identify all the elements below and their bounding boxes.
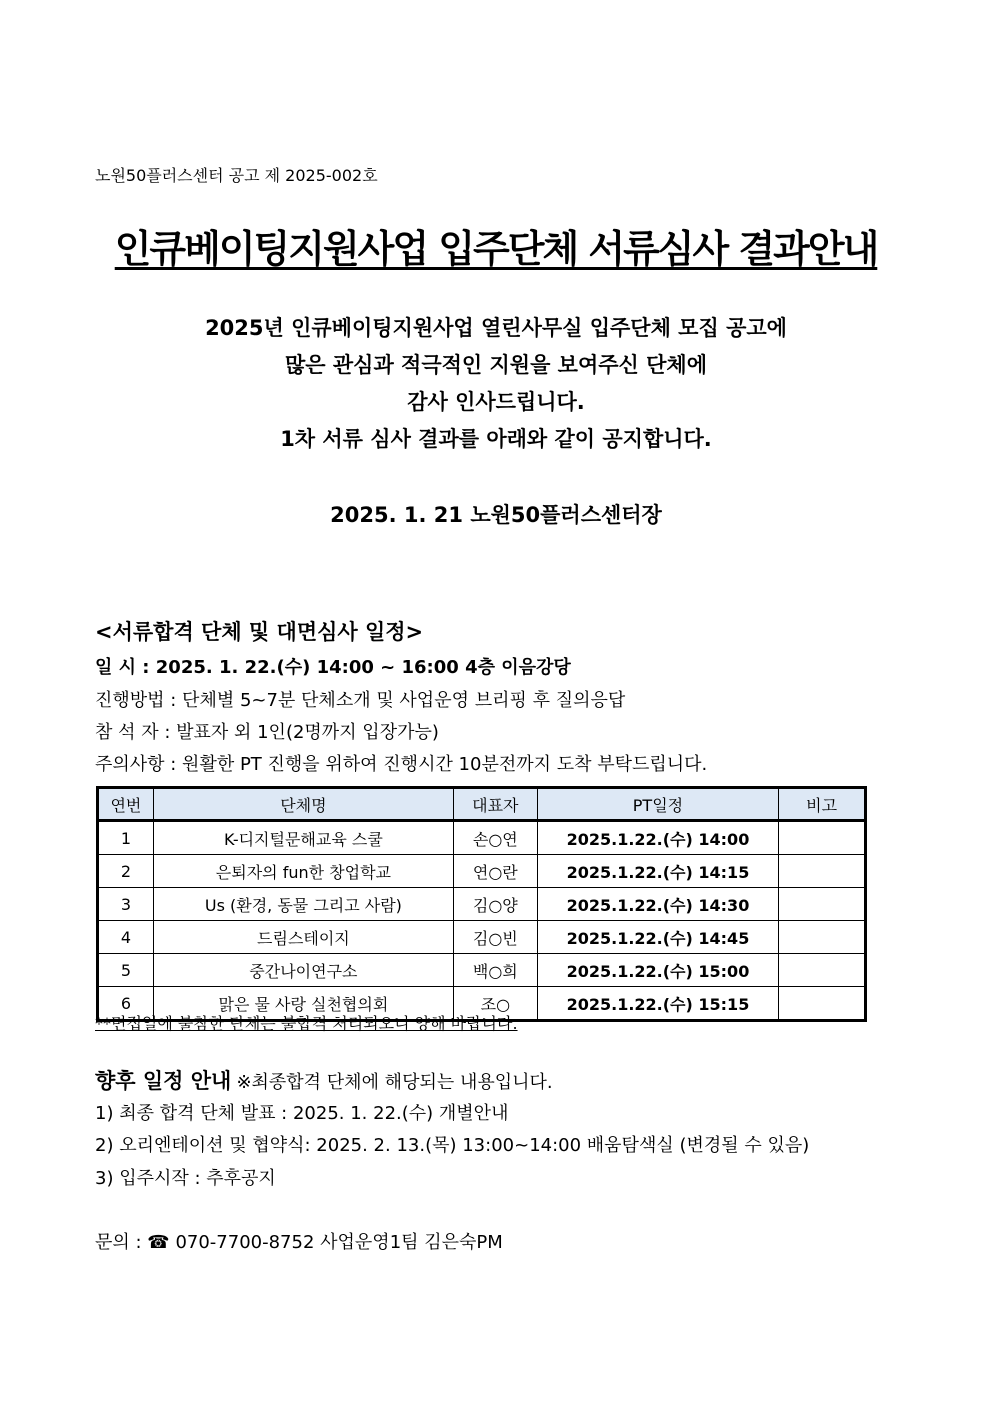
remarks xyxy=(779,821,866,855)
table-row xyxy=(98,855,866,888)
future-item: 1) 최종 합격 단체 발표 : 2025. 1. 22.(수) 개별안내 xyxy=(95,1103,509,1124)
signature: 2025. 1. 21 노원50플러스센터장 xyxy=(330,503,662,527)
future-item: 2) 오리엔테이션 및 협약식: 2025. 2. 13.(목) 13:00~14:00 배움탐색실 (변경될 수 있음) xyxy=(95,1135,810,1156)
contact-line xyxy=(95,1228,503,1254)
header-rep: 대표자 xyxy=(453,788,537,821)
pt-schedule: 2025.1.22.(수) 14:45 xyxy=(537,921,779,954)
intro-line: 감사 인사드립니다. xyxy=(407,390,585,414)
row-number: 3 xyxy=(98,888,154,921)
org-name: K-디지털문해교육 스쿨 xyxy=(153,821,453,855)
remarks xyxy=(779,921,866,954)
org-name: 중간나이연구소 xyxy=(153,954,453,987)
header-org: 단체명 xyxy=(153,788,453,821)
future-item: 3) 입주시작 : 추후공지 xyxy=(95,1168,276,1189)
org-name: Us (환경, 동물 그리고 사람) xyxy=(153,888,453,921)
table-header-row xyxy=(98,788,866,821)
future-subnote: ※최종합격 단체에 해당되는 내용입니다. xyxy=(236,1072,553,1093)
intro-line: 1차 서류 심사 결과를 아래와 같이 공지합니다. xyxy=(280,427,712,451)
header-pt: PT일정 xyxy=(537,788,779,821)
row-number: 4 xyxy=(98,921,154,954)
representative: 김○빈 xyxy=(453,921,537,954)
future-heading-line xyxy=(95,1065,553,1095)
table-row xyxy=(98,821,866,855)
pt-schedule: 2025.1.22.(수) 14:30 xyxy=(537,888,779,921)
remarks xyxy=(779,888,866,921)
row-number: 1 xyxy=(98,821,154,855)
row-number: 5 xyxy=(98,954,154,987)
future-heading: 향후 일정 안내 xyxy=(95,1069,232,1093)
header-no: 연번 xyxy=(98,788,154,821)
phone-icon: ☎ xyxy=(147,1232,170,1253)
pt-schedule: 2025.1.22.(수) 14:00 xyxy=(537,821,779,855)
pt-schedule: 2025.1.22.(수) 14:15 xyxy=(537,855,779,888)
pt-schedule: 2025.1.22.(수) 15:15 xyxy=(537,987,779,1021)
intro-line: 2025년 인큐베이팅지원사업 열린사무실 입주단체 모집 공고에 xyxy=(205,316,787,340)
representative: 김○양 xyxy=(453,888,537,921)
table-footnote: **면접일에 불참한 단체는 불합격 처리되오니 양해 바랍니다. xyxy=(95,1014,518,1033)
representative: 백○희 xyxy=(453,954,537,987)
org-name: 은퇴자의 fun한 창업학교 xyxy=(153,855,453,888)
org-name: 드림스테이지 xyxy=(153,921,453,954)
schedule-attendees: 참 석 자 : 발표자 외 1인(2명까지 입장가능) xyxy=(95,722,439,743)
remarks xyxy=(779,855,866,888)
representative: 연○란 xyxy=(453,855,537,888)
results-table xyxy=(96,786,867,1022)
schedule-datetime: 일 시 : 2025. 1. 22.(수) 14:00 ~ 16:00 4층 이음강당 xyxy=(95,657,571,678)
intro-line: 많은 관심과 적극적인 지원을 보여주신 단체에 xyxy=(285,353,707,377)
schedule-notice: 주의사항 : 원활한 PT 진행을 위하여 진행시간 10분전까지 도착 부탁드립니다. xyxy=(95,754,708,775)
pt-schedule: 2025.1.22.(수) 15:00 xyxy=(537,954,779,987)
table-row xyxy=(98,954,866,987)
header-note: 비고 xyxy=(779,788,866,821)
document-title: 인큐베이팅지원사업 입주단체 서류심사 결과안내 xyxy=(114,227,878,271)
org-name: 맑은 물 사랑 실천협의회 xyxy=(153,987,453,1021)
announcement-number: 노원50플러스센터 공고 제 2025-002호 xyxy=(95,166,378,185)
contact-text: 070-7700-8752 사업운영1팀 김은숙PM xyxy=(175,1232,503,1253)
schedule-method: 진행방법 : 단체별 5~7분 단체소개 및 사업운영 브리핑 후 질의응답 xyxy=(95,690,626,711)
contact-label: 문의 : xyxy=(95,1232,142,1253)
schedule-heading: <서류합격 단체 및 대면심사 일정> xyxy=(95,620,424,644)
representative: 조○ xyxy=(453,987,537,1021)
table-row xyxy=(98,921,866,954)
row-number: 6 xyxy=(98,987,154,1021)
remarks xyxy=(779,954,866,987)
table-row xyxy=(98,888,866,921)
representative: 손○연 xyxy=(453,821,537,855)
row-number: 2 xyxy=(98,855,154,888)
remarks xyxy=(779,987,866,1021)
